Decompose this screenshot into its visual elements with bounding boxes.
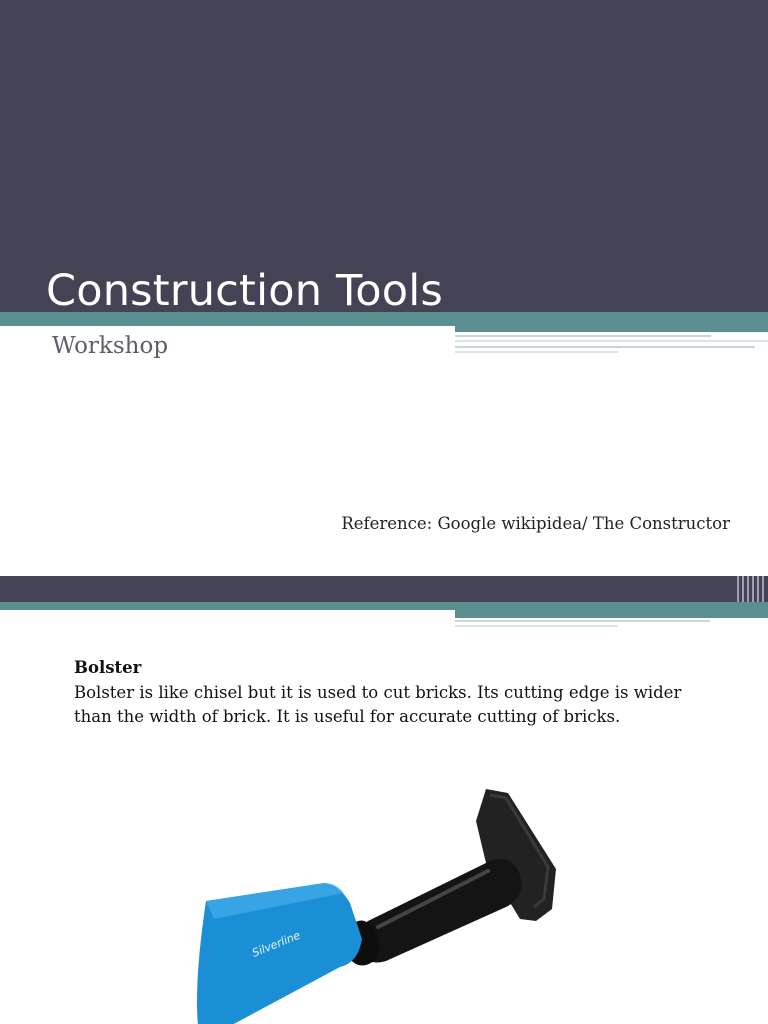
- decor-line: [455, 351, 618, 353]
- teal-stripe-right: [455, 610, 768, 618]
- decor-vertical-lines: [737, 576, 764, 604]
- handle-grip: [356, 859, 521, 963]
- decor-line: [455, 625, 618, 627]
- section-heading: Bolster: [74, 658, 142, 677]
- decor-line: [455, 346, 755, 348]
- slide-subtitle: Workshop: [52, 333, 169, 359]
- slide-title: Construction Tools: [46, 266, 443, 316]
- brand-text: Silverline: [250, 928, 303, 960]
- content-slide: [0, 576, 768, 1024]
- bolster-chisel-image: [190, 781, 570, 1024]
- decor-line: [455, 340, 768, 342]
- header-band: [0, 576, 768, 602]
- teal-stripe-right: [455, 326, 768, 332]
- section-description: Bolster is like chisel but it is used to cut bricks. Its cutting edge is wider than the width of brick. It is useful for accurate cutting of bricks.: [74, 683, 682, 726]
- teal-stripe: [0, 602, 768, 610]
- decor-line: [455, 620, 710, 622]
- decor-line: [455, 335, 711, 337]
- reference-text: Reference: Google wikipidea/ The Constructor: [341, 514, 730, 533]
